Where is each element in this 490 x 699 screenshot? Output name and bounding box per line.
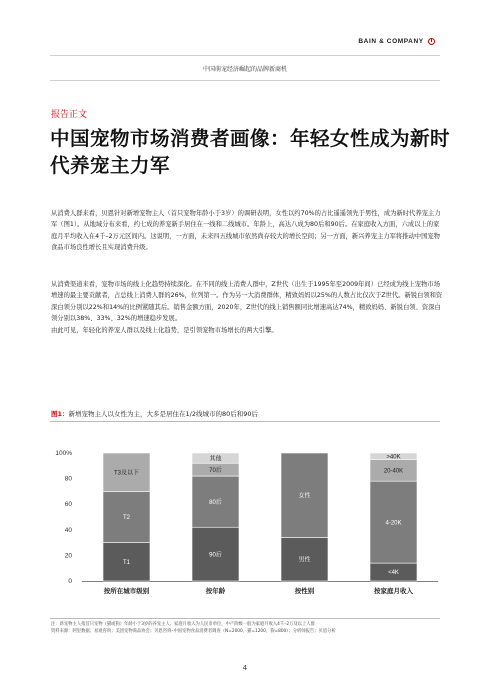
y-tick-label: 100% xyxy=(55,450,72,457)
body-paragraph-3: 由此可见，年轻化的养宠人群以及线上化趋势，是引领宠物市场增长的两大引擎。 xyxy=(51,327,278,334)
y-tick-label: 80 xyxy=(64,475,72,483)
header-divider xyxy=(50,55,440,56)
figure-source: 资料来源：阿里数据；易观咨询；美团宠物商品协会；贝恩咨询–中国宠物食品消费者调查（N=2000，猫=1200，狗=800）；分析师报告；贝恩分析 xyxy=(51,629,336,634)
segment-label: 男性 xyxy=(298,557,311,564)
segment-label: 其他 xyxy=(209,456,222,463)
y-tick-label: 40 xyxy=(64,526,72,534)
page-number: 4 xyxy=(242,664,248,672)
figure-number: 图1： xyxy=(51,410,69,418)
figure-divider-top xyxy=(50,421,440,422)
category-label: 按所在城市级别 xyxy=(103,588,150,595)
y-tick-label: 20 xyxy=(64,552,72,560)
page-title: 中国宠物市场消费者画像：年轻女性成为新时代养宠主力军 xyxy=(50,127,451,177)
brand-logo xyxy=(358,38,435,45)
chart-svg xyxy=(50,440,440,600)
section-label: 报告正文 xyxy=(51,110,88,120)
figure-caption xyxy=(51,409,258,418)
y-tick-label: 0 xyxy=(68,578,72,585)
header-subtitle: 中国萌宠经济崛起的品牌新商机 xyxy=(202,66,287,73)
body-paragraph-2: 从消费渠道来看，宠物市场的线上化趋势持续深化。在不同的线上消费人群中，Z世代（出生于1995年至2009年间）已经成为线上宠物市场增速的最主要贡献者，占总线上消费人群的26%，位列第一。作为另一大消费群体，精致妈妈以25%的人数占比仅次于Z世代。新锐白领和资深白领分别以22%和14%的比例紧随其后。销售金额方面，2020年，Z世代的线上销售额同比增速高达74%，精致妈妈、新锐白领、资深白领分别以38%、33%、32%的增速稳步发展。 xyxy=(51,281,443,323)
segment-label: <4K xyxy=(388,570,399,577)
figure-notes xyxy=(51,621,441,635)
segment-label: T1 xyxy=(122,560,131,566)
segment-label: 90后 xyxy=(209,552,222,559)
segment-label: 女性 xyxy=(298,493,311,500)
stacked-bar-chart xyxy=(50,440,440,604)
figure-note: 注：新宠物主人指首只宠物（猫或狗）年龄小于3岁的养宠主人；家庭月收入为人民币单位，中产阶级一般为家庭月收入4千–2万及以上人群 xyxy=(51,622,315,627)
segment-label: T2 xyxy=(122,515,131,522)
header-divider-bottom xyxy=(50,80,440,81)
segment-label: T3及以下 xyxy=(113,470,140,477)
category-label: 按家庭月收入 xyxy=(374,588,413,595)
body-paragraph-1: 从消费人群来看，贝恩针对新增宠物主人（首只宠物年龄小于3岁）的调研表明，女性以约70%的占比遥遥领先于男性，成为新时代养宠主力军（图1）。从地域分布来看，约七成的养宠新手居住在一线和二线城市。年龄上，高达八成为80后和90后。在家庭收入方面，六成以上的家庭月平均收入在4千–2万元区间内。这说明，一方面，未来四五线城市依然尚存较大的增长空间；另一方面，新兴养宠主力军将推动中国宠物食品市场良性增长且实现消费升级。 xyxy=(51,210,441,252)
category-label: 按年龄 xyxy=(205,588,226,595)
segment-label: 4-20K xyxy=(385,520,402,527)
segment-label: 70后 xyxy=(209,467,222,474)
y-tick-label: 60 xyxy=(64,501,72,509)
bain-logo-icon xyxy=(428,38,435,45)
segment-label: 20-40K xyxy=(383,468,404,475)
segment-label: 80后 xyxy=(209,499,222,506)
category-label: 按性别 xyxy=(294,588,315,595)
figure-caption-text: 新增宠物主人以女性为主，大多是居住在1/2线城市的80后和90后 xyxy=(68,410,259,418)
brand-name: BAIN & COMPANY xyxy=(358,38,424,46)
figure-divider-bottom xyxy=(50,618,440,619)
segment-label: >40K xyxy=(386,454,401,461)
